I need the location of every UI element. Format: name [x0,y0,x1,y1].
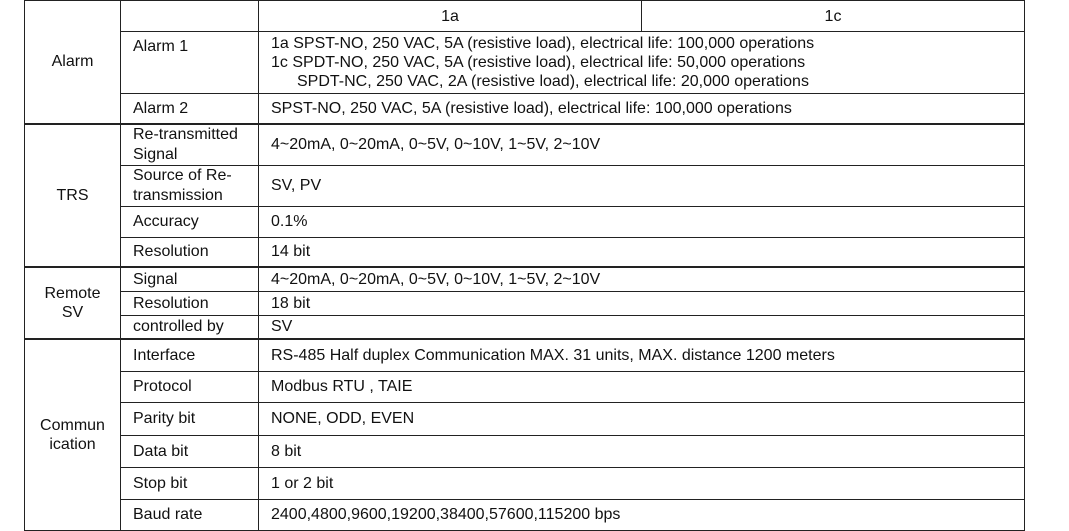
trs-row-accuracy [25,206,1025,237]
trs-group-label: TRS [25,124,121,268]
comm-row-protocol [25,371,1025,402]
alarm2-row [25,94,1025,124]
trs-source-value: SV, PV [259,165,1025,206]
trs-signal-label: Re-transmitted Signal [121,124,259,166]
remote-resolution-label: Resolution [121,291,259,315]
trs-accuracy-label: Accuracy [121,206,259,237]
comm-interface-value: RS-485 Half duplex Communication MAX. 31 units, MAX. distance 1200 meters [259,339,1025,371]
header-blank [121,1,259,32]
comm-databit-label: Data bit [121,435,259,467]
alarm2-label: Alarm 2 [121,94,259,124]
header-row [25,1,1025,32]
remote-signal-value: 4~20mA, 0~20mA, 0~5V, 0~10V, 1~5V, 2~10V [259,267,1025,291]
remote-controlled-value: SV [259,315,1025,339]
header-1c: 1c [642,1,1025,32]
alarm1-label: Alarm 1 [121,32,259,94]
comm-baud-label: Baud rate [121,499,259,530]
remote-row-resolution [25,291,1025,315]
comm-stopbit-label: Stop bit [121,467,259,499]
remote-group-label: Remote SV [25,267,121,339]
comm-databit-value: 8 bit [259,435,1025,467]
comm-protocol-value: Modbus RTU , TAIE [259,371,1025,402]
comm-protocol-label: Protocol [121,371,259,402]
comm-row-databit [25,435,1025,467]
comm-parity-value: NONE, ODD, EVEN [259,402,1025,435]
comm-row-interface [25,339,1025,371]
comm-stopbit-value: 1 or 2 bit [259,467,1025,499]
comm-interface-label: Interface [121,339,259,371]
comm-group-label: Commun ication [25,339,121,530]
comm-baud-value: 2400,4800,9600,19200,38400,57600,115200 bps [259,499,1025,530]
comm-parity-label: Parity bit [121,402,259,435]
remote-resolution-value: 18 bit [259,291,1025,315]
trs-resolution-value: 14 bit [259,237,1025,267]
comm-row-stopbit [25,467,1025,499]
comm-row-baud [25,499,1025,530]
trs-signal-value: 4~20mA, 0~20mA, 0~5V, 0~10V, 1~5V, 2~10V [259,124,1025,166]
remote-controlled-label: controlled by [121,315,259,339]
remote-row-controlled [25,315,1025,339]
remote-signal-label: Signal [121,267,259,291]
trs-row-signal [25,124,1025,166]
header-1a: 1a [259,1,642,32]
alarm1-row [25,32,1025,94]
trs-row-resolution [25,237,1025,267]
remote-row-signal [25,267,1025,291]
trs-accuracy-value: 0.1% [259,206,1025,237]
alarm-group-label: Alarm [25,1,121,124]
alarm1-line-1a: 1a SPST-NO, 250 VAC, 5A (resistive load), electrical life: 100,000 operations [271,35,815,52]
trs-resolution-label: Resolution [121,237,259,267]
spec-table [24,0,1025,531]
alarm2-value: SPST-NO, 250 VAC, 5A (resistive load), electrical life: 100,000 operations [259,94,1025,124]
trs-source-label: Source of Re- transmission [121,165,259,206]
alarm1-line-1c-no: 1c SPDT-NO, 250 VAC, 5A (resistive load), electrical life: 50,000 operations [271,54,806,71]
alarm1-value [259,32,1025,94]
alarm1-line-1c-nc: SPDT-NC, 250 VAC, 2A (resistive load), electrical life: 20,000 operations [297,73,809,90]
trs-row-source [25,165,1025,206]
comm-row-parity [25,402,1025,435]
